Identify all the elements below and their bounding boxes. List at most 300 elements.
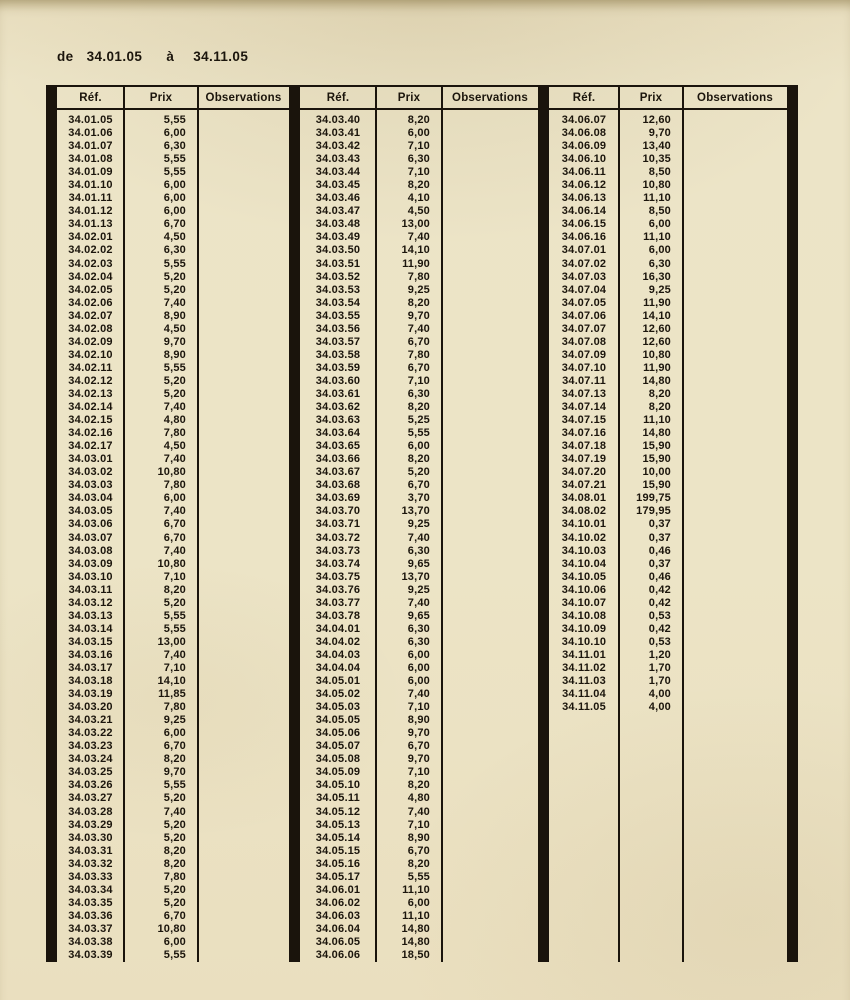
prix-cell: 7,80 (163, 427, 186, 440)
prix-cell: 15,90 (642, 479, 671, 492)
prix-cell: 0,53 (648, 609, 671, 622)
table-header-row (300, 87, 538, 110)
ref-cell: 34.06.06 (315, 949, 361, 962)
table-header-row (57, 87, 289, 110)
table-row (300, 623, 538, 636)
table-row (549, 466, 787, 479)
prix-cell: 5,55 (163, 257, 186, 270)
prix-cell: 6,30 (163, 244, 186, 257)
prix-cell: 5,20 (163, 283, 186, 296)
ref-cell: 34.03.48 (315, 218, 361, 231)
prix-cell: 0,42 (648, 596, 671, 609)
table-row (300, 505, 538, 518)
ref-cell: 34.03.29 (68, 818, 113, 831)
table-row (549, 584, 787, 597)
table-row (300, 388, 538, 401)
range-from-value: 34.01.05 (86, 49, 143, 64)
table-row (57, 623, 289, 636)
ref-cell: 34.07.03 (561, 270, 607, 283)
prix-cell: 8,20 (163, 844, 186, 857)
table-row (57, 205, 289, 218)
table-row (549, 558, 787, 571)
prix-cell: 7,10 (407, 166, 430, 179)
prix-cell: 6,70 (163, 909, 186, 922)
prix-cell: 8,20 (407, 179, 430, 192)
prix-cell: 8,90 (407, 831, 430, 844)
ref-cell: 34.07.19 (561, 453, 607, 466)
table-row (300, 714, 538, 727)
ref-cell: 34.03.14 (68, 622, 113, 635)
table-row (57, 871, 289, 884)
prix-cell: 10,80 (157, 557, 186, 570)
prix-cell: 13,40 (642, 140, 671, 153)
ref-cell: 34.03.52 (315, 270, 361, 283)
column-divider (123, 87, 125, 962)
table-row (57, 492, 289, 505)
ref-cell: 34.03.36 (68, 909, 113, 922)
prix-cell: 6,00 (407, 675, 430, 688)
ref-cell: 34.07.15 (561, 414, 607, 427)
prix-cell: 6,00 (163, 192, 186, 205)
prix-cell: 11,10 (643, 192, 671, 205)
ref-cell: 34.03.73 (315, 544, 361, 557)
prix-cell: 5,55 (163, 949, 186, 962)
ref-cell: 34.01.10 (68, 179, 113, 192)
table-row (57, 923, 289, 936)
price-table-2 (289, 85, 538, 962)
ref-cell: 34.02.02 (68, 244, 113, 257)
prix-cell: 13,70 (401, 505, 430, 518)
ref-cell: 34.03.21 (68, 714, 113, 727)
prix-cell: 9,25 (163, 714, 186, 727)
table-row (549, 244, 787, 257)
observations-header: Observations (452, 91, 528, 104)
table-row (300, 636, 538, 649)
table-row (300, 375, 538, 388)
table-row (300, 166, 538, 179)
ref-cell: 34.04.01 (315, 622, 361, 635)
table-row (57, 453, 289, 466)
prix-cell: 10,00 (642, 466, 671, 479)
ref-cell: 34.06.01 (315, 883, 361, 896)
prix-cell: 5,20 (163, 596, 186, 609)
ref-cell: 34.02.10 (68, 348, 113, 361)
prix-cell: 10,80 (642, 179, 671, 192)
prix-cell: 7,40 (163, 805, 186, 818)
table-row (300, 910, 538, 923)
table-row (57, 414, 289, 427)
ref-cell: 34.11.03 (562, 675, 606, 688)
prix-cell: 7,40 (163, 544, 186, 557)
prix-cell: 5,55 (163, 153, 186, 166)
ref-cell: 34.06.02 (315, 896, 361, 909)
ref-cell: 34.10.09 (561, 622, 607, 635)
prix-cell: 4,50 (407, 205, 430, 218)
prix-cell: 8,20 (163, 857, 186, 870)
table-row (549, 323, 787, 336)
ref-cell: 34.03.76 (315, 583, 361, 596)
table-row (300, 205, 538, 218)
prix-cell: 13,70 (401, 570, 430, 583)
table-row (57, 192, 289, 205)
table-row (549, 571, 787, 584)
ref-cell: 34.03.09 (68, 557, 113, 570)
prix-cell: 6,30 (407, 622, 430, 635)
table-row (57, 819, 289, 832)
table-row (300, 858, 538, 871)
table-row (57, 271, 289, 284)
ref-header: Réf. (79, 91, 102, 104)
ref-cell: 34.02.06 (68, 296, 113, 309)
prix-cell: 5,55 (407, 427, 430, 440)
prix-cell: 14,80 (401, 922, 430, 935)
table-row (57, 284, 289, 297)
prix-cell: 15,90 (642, 440, 671, 453)
table-row (549, 401, 787, 414)
ref-cell: 34.03.42 (315, 140, 361, 153)
table-row (57, 518, 289, 531)
ref-cell: 34.03.72 (315, 531, 361, 544)
prix-cell: 1,70 (648, 675, 671, 688)
prix-cell: 8,90 (163, 348, 186, 361)
table-row (300, 753, 538, 766)
ref-cell: 34.03.31 (68, 844, 113, 857)
table-row (57, 649, 289, 662)
prix-cell: 7,10 (407, 701, 430, 714)
table-row (300, 766, 538, 779)
prix-cell: 13,00 (157, 635, 186, 648)
ref-cell: 34.03.16 (68, 648, 113, 661)
table-row (300, 271, 538, 284)
prix-cell: 7,80 (163, 870, 186, 883)
price-table-3 (538, 85, 798, 962)
prix-cell: 8,50 (648, 166, 671, 179)
prix-cell: 11,10 (402, 909, 430, 922)
ref-cell: 34.03.01 (68, 453, 113, 466)
ref-cell: 34.03.59 (315, 361, 361, 374)
prix-cell: 7,10 (163, 570, 186, 583)
prix-cell: 5,55 (407, 870, 430, 883)
prix-cell: 9,70 (407, 309, 430, 322)
prix-cell: 9,25 (648, 283, 671, 296)
prix-cell: 14,10 (401, 244, 430, 257)
table-row (300, 336, 538, 349)
table-row (300, 127, 538, 140)
ref-cell: 34.10.07 (561, 596, 607, 609)
table-row (57, 218, 289, 231)
ref-cell: 34.03.66 (315, 453, 361, 466)
table-row (549, 623, 787, 636)
table-row (549, 545, 787, 558)
table-row (300, 740, 538, 753)
ref-cell: 34.03.57 (315, 335, 361, 348)
ref-cell: 34.03.74 (315, 557, 361, 570)
ref-cell: 34.05.10 (315, 779, 361, 792)
prix-cell: 15,90 (642, 453, 671, 466)
price-tables (46, 85, 798, 962)
prix-cell: 7,10 (163, 661, 186, 674)
ref-cell: 34.06.12 (561, 179, 607, 192)
prix-cell: 7,40 (407, 805, 430, 818)
table-row (300, 532, 538, 545)
table-row (549, 284, 787, 297)
table-row (57, 127, 289, 140)
prix-cell: 6,00 (407, 440, 430, 453)
prix-cell: 5,20 (163, 792, 186, 805)
table-row (549, 440, 787, 453)
table-body (549, 110, 787, 714)
prix-cell: 6,00 (407, 661, 430, 674)
table-row (549, 258, 787, 271)
prix-cell: 11,85 (158, 688, 186, 701)
ref-cell: 34.05.15 (315, 844, 361, 857)
ref-cell: 34.11.01 (562, 648, 606, 661)
prix-cell: 11,10 (643, 231, 671, 244)
prix-cell: 8,90 (163, 309, 186, 322)
ref-cell: 34.02.01 (68, 231, 113, 244)
ref-cell: 34.02.15 (68, 414, 113, 427)
ref-cell: 34.06.15 (561, 218, 607, 231)
table-row (549, 114, 787, 127)
table-row (549, 271, 787, 284)
prix-cell: 3,70 (407, 492, 430, 505)
prix-cell: 8,20 (648, 401, 671, 414)
table-row (549, 662, 787, 675)
prix-cell: 5,55 (163, 779, 186, 792)
table-row (549, 675, 787, 688)
prix-cell: 6,70 (407, 335, 430, 348)
prix-cell: 1,70 (648, 661, 671, 674)
ref-cell: 34.06.10 (561, 153, 607, 166)
ref-cell: 34.03.27 (68, 792, 113, 805)
ref-cell: 34.02.03 (68, 257, 113, 270)
prix-cell: 18,50 (401, 949, 430, 962)
prix-cell: 6,00 (163, 935, 186, 948)
prix-cell: 9,65 (407, 557, 430, 570)
ref-cell: 34.03.34 (68, 883, 113, 896)
prix-cell: 0,42 (648, 583, 671, 596)
table-row (549, 597, 787, 610)
ref-cell: 34.06.14 (561, 205, 607, 218)
ref-cell: 34.07.11 (562, 374, 606, 387)
ref-cell: 34.05.11 (316, 792, 360, 805)
column-divider (618, 87, 620, 962)
table-row (57, 832, 289, 845)
ref-cell: 34.07.14 (561, 401, 607, 414)
prix-cell: 6,00 (163, 127, 186, 140)
ref-cell: 34.03.33 (68, 870, 113, 883)
ref-cell: 34.03.07 (68, 531, 113, 544)
table-row (300, 597, 538, 610)
prix-cell: 11,90 (402, 257, 430, 270)
ref-cell: 34.03.65 (315, 440, 361, 453)
prix-cell: 0,42 (648, 622, 671, 635)
table-row (57, 636, 289, 649)
column-divider (375, 87, 377, 962)
ref-cell: 34.10.08 (561, 609, 607, 622)
table-row (57, 675, 289, 688)
table-row (549, 140, 787, 153)
table-row (57, 427, 289, 440)
table-row (300, 571, 538, 584)
prix-cell: 4,50 (163, 322, 186, 335)
prix-cell: 7,40 (163, 505, 186, 518)
prix-cell: 8,20 (407, 857, 430, 870)
ref-cell: 34.03.49 (315, 231, 361, 244)
ref-cell: 34.05.05 (315, 714, 361, 727)
table-row (549, 505, 787, 518)
table-header-row (549, 87, 787, 110)
table-row (300, 218, 538, 231)
prix-cell: 8,20 (163, 583, 186, 596)
table-row (57, 727, 289, 740)
prix-cell: 0,46 (648, 570, 671, 583)
prix-cell: 7,40 (407, 231, 430, 244)
table-row (300, 258, 538, 271)
table-row (549, 414, 787, 427)
prix-cell: 8,20 (407, 114, 430, 127)
table-row (300, 584, 538, 597)
table-row (57, 584, 289, 597)
ref-cell: 34.03.63 (315, 414, 361, 427)
table-row (57, 388, 289, 401)
prix-cell: 6,00 (163, 727, 186, 740)
ref-cell: 34.03.30 (68, 831, 113, 844)
table-row (57, 936, 289, 949)
ref-cell: 34.03.46 (315, 192, 361, 205)
table-body (57, 110, 289, 962)
prix-cell: 6,70 (407, 361, 430, 374)
ref-cell: 34.03.32 (68, 857, 113, 870)
ref-cell: 34.03.77 (315, 596, 361, 609)
ref-cell: 34.05.09 (315, 766, 361, 779)
table-row (549, 492, 787, 505)
prix-cell: 9,70 (648, 127, 671, 140)
table-row (57, 505, 289, 518)
table-row (57, 532, 289, 545)
ref-cell: 34.07.08 (561, 335, 607, 348)
table-row (549, 688, 787, 701)
prix-cell: 8,20 (407, 401, 430, 414)
prix-cell: 7,80 (407, 270, 430, 283)
table-row (57, 231, 289, 244)
prix-cell: 1,20 (648, 648, 671, 661)
table-row (549, 610, 787, 623)
prix-header: Prix (397, 91, 421, 104)
prix-cell: 8,20 (407, 296, 430, 309)
ref-cell: 34.03.64 (315, 427, 361, 440)
observations-header: Observations (205, 91, 282, 104)
table-row (300, 349, 538, 362)
table-row (300, 805, 538, 818)
ref-cell: 34.03.13 (68, 609, 113, 622)
table-row (57, 792, 289, 805)
prix-cell: 6,70 (163, 518, 186, 531)
ref-cell: 34.06.13 (561, 192, 607, 205)
table-row (549, 153, 787, 166)
ref-cell: 34.03.23 (68, 740, 113, 753)
ref-cell: 34.03.19 (68, 688, 113, 701)
ref-cell: 34.04.02 (315, 635, 361, 648)
ref-cell: 34.02.14 (68, 401, 113, 414)
table-row (57, 362, 289, 375)
ref-cell: 34.03.75 (315, 570, 361, 583)
ref-cell: 34.03.11 (68, 583, 113, 596)
table-row (300, 688, 538, 701)
ref-cell: 34.03.53 (315, 283, 361, 296)
table-row (57, 440, 289, 453)
ref-cell: 34.02.12 (68, 374, 113, 387)
prix-cell: 10,80 (157, 922, 186, 935)
ref-cell: 34.07.10 (561, 361, 607, 374)
ref-cell: 34.07.09 (561, 348, 607, 361)
table-row (300, 362, 538, 375)
table-row (300, 114, 538, 127)
prix-cell: 0,37 (648, 518, 671, 531)
ref-cell: 34.07.18 (561, 440, 607, 453)
table-row (300, 675, 538, 688)
prix-cell: 6,30 (407, 635, 430, 648)
table-row (57, 610, 289, 623)
prix-cell: 5,20 (163, 883, 186, 896)
prix-cell: 6,00 (163, 205, 186, 218)
ref-cell: 34.03.24 (68, 753, 113, 766)
table-row (300, 153, 538, 166)
ref-cell: 34.05.13 (315, 818, 361, 831)
prix-cell: 7,10 (407, 766, 430, 779)
prix-cell: 0,37 (648, 531, 671, 544)
ref-cell: 34.02.16 (68, 427, 113, 440)
table-row (300, 727, 538, 740)
table-row (57, 714, 289, 727)
prix-cell: 8,20 (407, 779, 430, 792)
ref-cell: 34.10.02 (561, 531, 607, 544)
ref-cell: 34.01.12 (68, 205, 113, 218)
table-row (57, 558, 289, 571)
table-row (57, 479, 289, 492)
ref-cell: 34.03.51 (315, 257, 361, 270)
prix-cell: 5,25 (407, 414, 430, 427)
ref-cell: 34.07.01 (561, 244, 607, 257)
table-row (57, 297, 289, 310)
table-row (300, 297, 538, 310)
prix-cell: 5,20 (163, 896, 186, 909)
ref-cell: 34.10.06 (561, 583, 607, 596)
table-row (549, 297, 787, 310)
ref-cell: 34.02.05 (68, 283, 113, 296)
prix-cell: 6,30 (407, 153, 430, 166)
observations-header: Observations (697, 91, 773, 104)
table-row (300, 897, 538, 910)
prix-cell: 10,35 (642, 153, 671, 166)
ref-cell: 34.03.25 (68, 766, 113, 779)
ref-cell: 34.02.09 (68, 335, 113, 348)
prix-cell: 6,00 (648, 218, 671, 231)
ref-cell: 34.11.05 (562, 701, 606, 714)
table-row (549, 362, 787, 375)
ref-cell: 34.02.11 (68, 361, 113, 374)
table-row (549, 532, 787, 545)
table-row (300, 140, 538, 153)
ref-cell: 34.02.07 (68, 309, 113, 322)
table-row (57, 258, 289, 271)
ref-cell: 34.10.04 (561, 557, 607, 570)
prix-cell: 7,10 (407, 374, 430, 387)
ref-cell: 34.07.13 (561, 388, 607, 400)
table-row (57, 884, 289, 897)
ref-cell: 34.10.10 (561, 635, 607, 648)
table-row (549, 218, 787, 231)
